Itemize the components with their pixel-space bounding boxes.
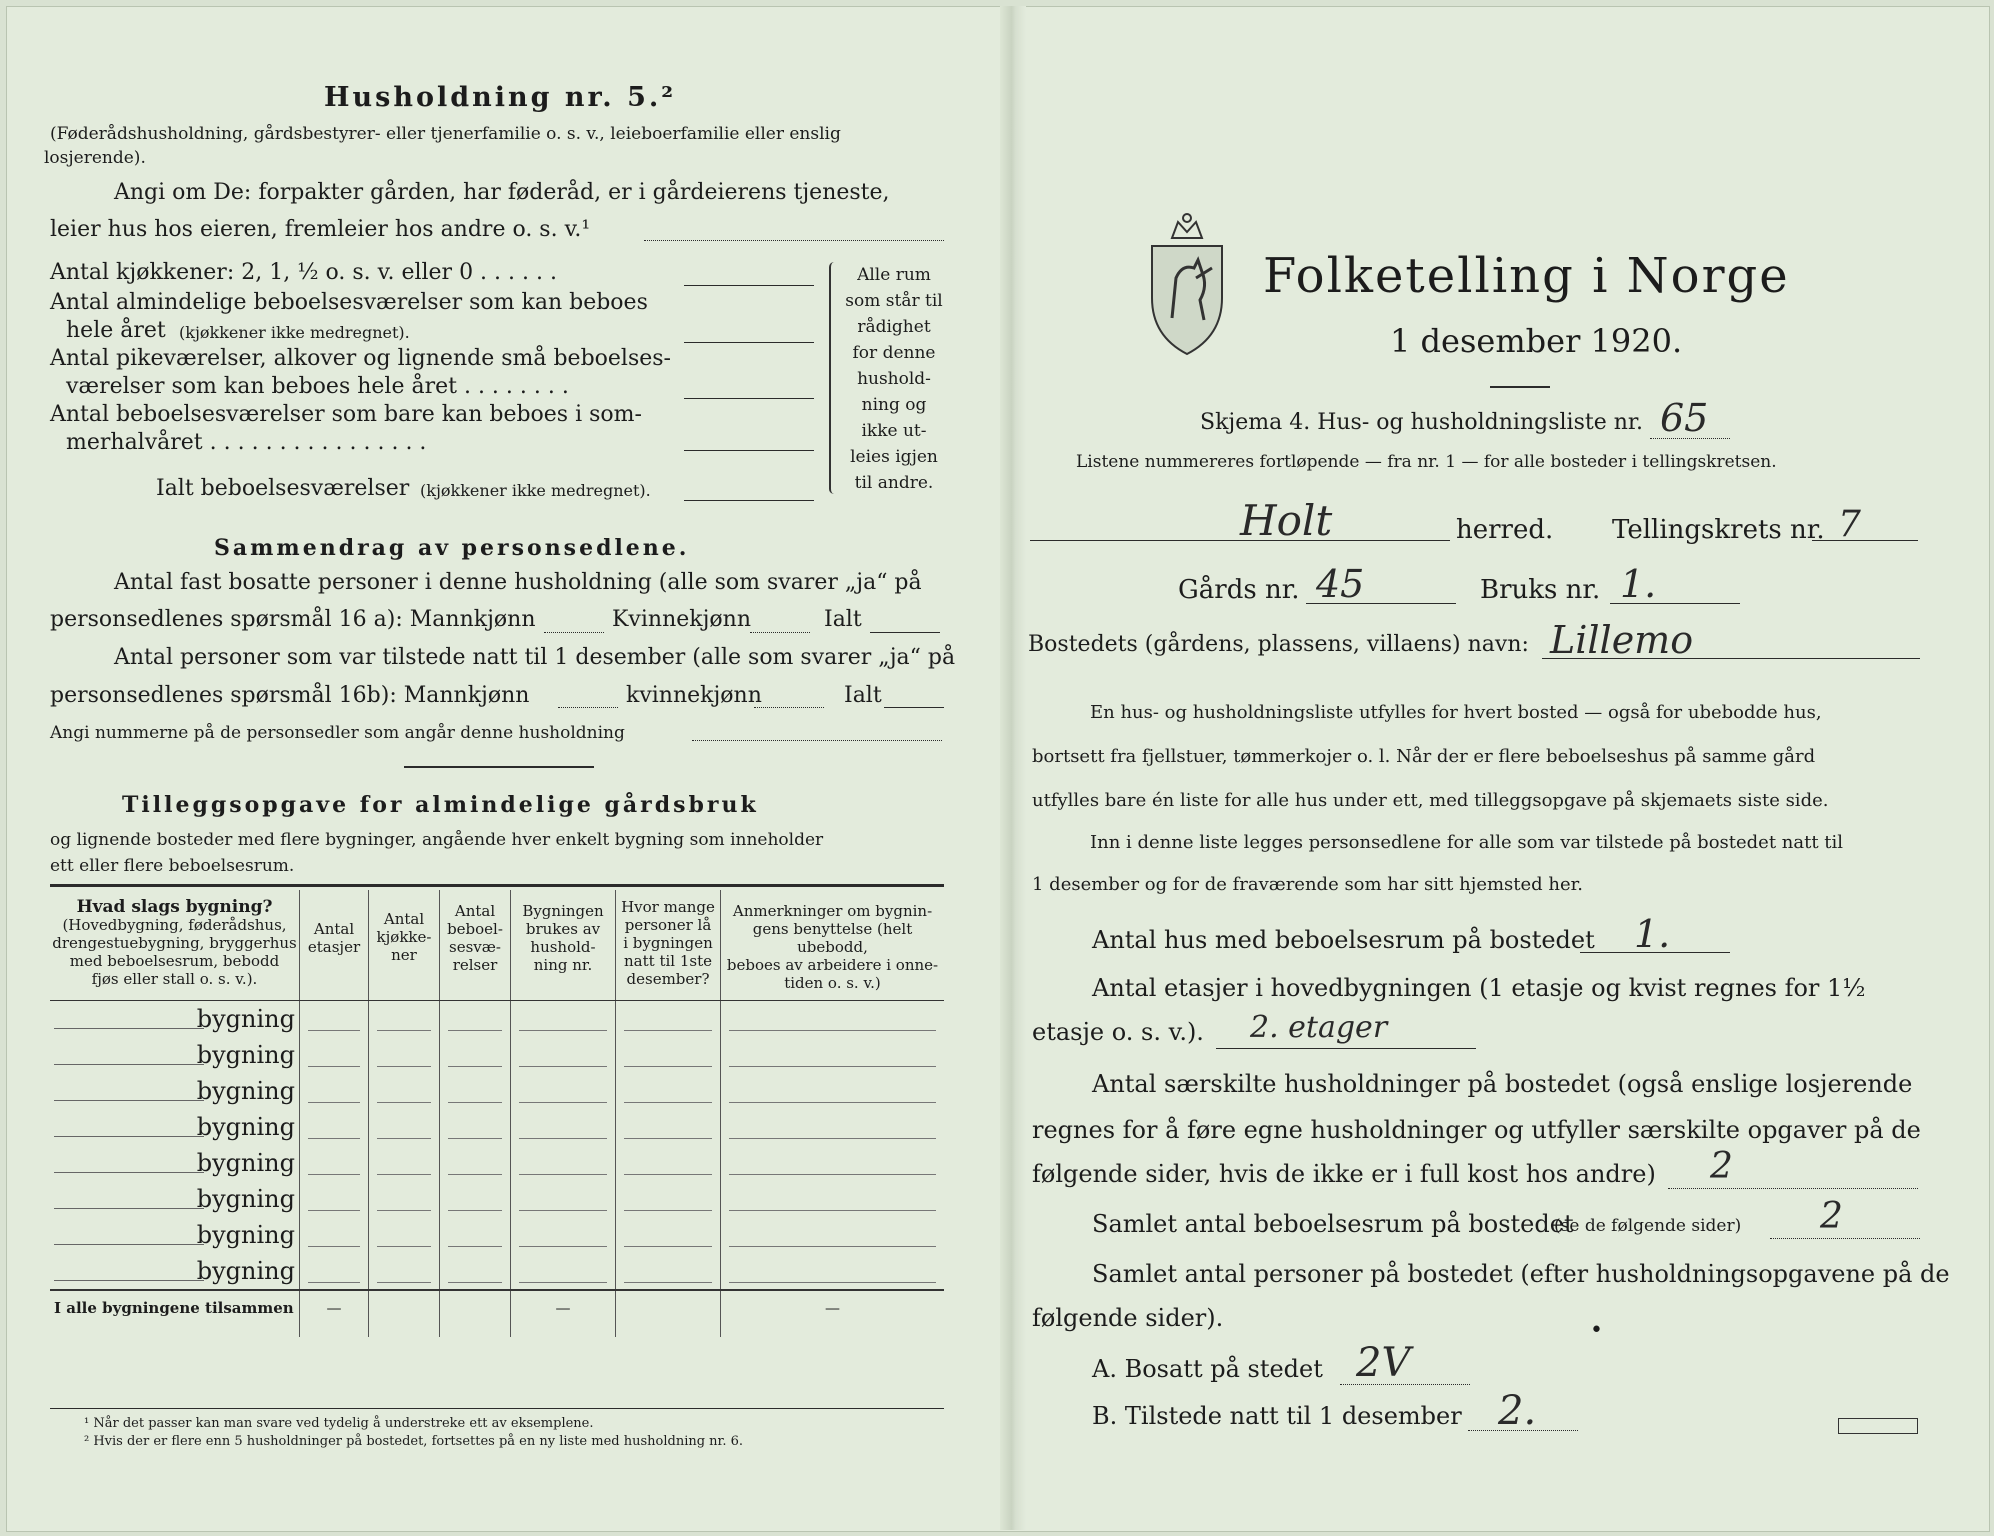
bosatt-value: 2V	[1356, 1340, 1411, 1386]
cell-fill-line	[308, 1066, 360, 1067]
building-data-cell[interactable]	[721, 1073, 945, 1109]
cell-fill-line	[519, 1210, 607, 1211]
rum-note: (se de følgende sider)	[1554, 1216, 1742, 1236]
building-type-cell[interactable]	[50, 1109, 300, 1145]
cell-fill-line	[729, 1210, 936, 1211]
etasjer-line-2: etasje o. s. v.).	[1032, 1018, 1204, 1046]
header-line: relser	[452, 956, 498, 974]
total-cell	[369, 1290, 440, 1337]
cell-fill-line	[308, 1210, 360, 1211]
header-line: drengestuebygning, bryggerhus	[52, 934, 297, 952]
p1-kvinne-label: Kvinnekjønn	[612, 607, 751, 632]
building-data-cell[interactable]	[369, 1037, 440, 1073]
side-note-line: rådighet	[857, 317, 931, 337]
etasjer-fill	[1216, 1048, 1476, 1049]
sommer-label-2: merhalvåret . . . . . . . . . . . . . . . .	[66, 430, 427, 455]
building-data-cell[interactable]	[369, 1073, 440, 1109]
building-row	[50, 1145, 944, 1181]
side-note-line: hushold-	[857, 369, 931, 389]
cell-fill-line	[519, 1102, 607, 1103]
ialt-note: (kjøkkener ikke medregnet).	[420, 481, 651, 500]
sammendrag-p1b: personsedlenes spørsmål 16 a): Mannkjønn	[50, 607, 536, 632]
cell-fill-line	[448, 1138, 502, 1139]
col-header-personer	[616, 890, 721, 1001]
building-row	[50, 1181, 944, 1217]
header-line: personer lå	[624, 916, 712, 934]
col-header-kjokkener	[369, 890, 440, 1001]
header-line: Antal	[313, 920, 355, 938]
building-data-cell[interactable]	[511, 1037, 616, 1073]
building-data-cell[interactable]	[300, 1217, 369, 1253]
rooms-side-note	[844, 262, 944, 496]
cell-fill-line	[519, 1066, 607, 1067]
header-line: fjøs eller stall o. s. v.).	[91, 970, 258, 988]
skjema-value: 65	[1660, 396, 1709, 440]
building-data-cell[interactable]	[721, 1109, 945, 1145]
tilstede-value: 2.	[1498, 1388, 1537, 1434]
cell-fill-line	[448, 1246, 502, 1247]
building-table	[50, 890, 944, 1337]
cell-fill-line	[377, 1282, 431, 1283]
building-data-cell[interactable]	[369, 1181, 440, 1217]
p1-ialt-label: Ialt	[824, 607, 862, 632]
total-husholdning: —	[511, 1290, 616, 1337]
header-line: Bygningen	[522, 902, 604, 920]
side-note-line: leies igjen	[850, 447, 938, 467]
etasjer-value: 2. etager	[1250, 1010, 1388, 1045]
building-data-cell[interactable]	[616, 1145, 721, 1181]
cell-fill-line	[519, 1030, 607, 1031]
cell-fill-line	[729, 1102, 936, 1103]
footnote-2: ² Hvis der er flere enn 5 husholdninger på bostedet, fortsettes på en ny liste med husholdning nr. 6.	[84, 1434, 744, 1449]
gards-value: 45	[1316, 562, 1365, 606]
rum-fill	[1770, 1238, 1920, 1239]
cell-fill-line	[519, 1246, 607, 1247]
header-line: Hvad slags bygning?	[76, 897, 273, 917]
cell-fill-line	[377, 1174, 431, 1175]
table-total-row	[50, 1290, 944, 1337]
cell-fill-line	[519, 1282, 607, 1283]
building-data-cell[interactable]	[440, 1253, 511, 1290]
sammendrag-p2a: Antal personer som var tilstede natt til 1 desember (alle som svarer „ja“ på	[114, 645, 956, 670]
cell-fill-line	[448, 1030, 502, 1031]
cell-fill-line	[377, 1030, 431, 1031]
krets-value: 7	[1838, 504, 1861, 545]
table-bottom-rule	[50, 1408, 944, 1409]
building-row	[50, 1109, 944, 1145]
printer-stamp-icon	[1838, 1418, 1918, 1434]
building-row-label: bygning	[196, 1005, 295, 1033]
building-data-cell[interactable]	[511, 1001, 616, 1038]
pers-line-2: følgende sider).	[1032, 1304, 1224, 1332]
ialt-fill	[684, 500, 814, 501]
ialt-label: Ialt beboelsesværelser	[156, 476, 410, 501]
alm-label-2: hele året	[66, 318, 166, 343]
cell-fill-line	[624, 1066, 712, 1067]
bruks-fill	[1610, 603, 1740, 604]
hush-line-3: følgende sider, hvis de ikke er i full kost hos andre)	[1032, 1160, 1656, 1188]
cell-fill-line	[377, 1102, 431, 1103]
herred-value: Holt	[1240, 496, 1333, 545]
building-type-fill	[54, 1064, 204, 1065]
building-data-cell[interactable]	[616, 1001, 721, 1038]
hush-line-2: regnes for å føre egne husholdninger og utfyller særskilte opgaver på de	[1032, 1116, 1921, 1144]
building-data-cell[interactable]	[616, 1217, 721, 1253]
cell-fill-line	[448, 1066, 502, 1067]
bruks-value: 1.	[1620, 562, 1657, 606]
hush-line-1: Antal særskilte husholdninger på bostedet (også enslige losjerende	[1092, 1070, 1913, 1098]
col-header-husholdning	[511, 890, 616, 1001]
building-data-cell[interactable]	[440, 1145, 511, 1181]
building-type-cell[interactable]	[50, 1181, 300, 1217]
building-data-cell[interactable]	[511, 1145, 616, 1181]
p1-mann-fill	[544, 632, 604, 633]
hush-value: 2	[1710, 1146, 1733, 1187]
side-note-line: for denne	[852, 343, 936, 363]
total-cell	[616, 1290, 721, 1337]
total-cell	[440, 1290, 511, 1337]
building-row-label: bygning	[196, 1185, 295, 1213]
kjokkener-fill	[684, 285, 814, 286]
angi-nummer-fill	[692, 740, 942, 741]
household-title: Husholdning nr. 5.²	[324, 82, 677, 113]
cell-fill-line	[448, 1282, 502, 1283]
kjokkener-label: Antal kjøkkener: 2, 1, ½ o. s. v. eller 0 . . . . . .	[50, 260, 557, 285]
header-line: sesvæ-	[449, 938, 501, 956]
building-data-cell[interactable]	[300, 1145, 369, 1181]
col-header-anmerkninger	[721, 890, 945, 1001]
cell-fill-line	[448, 1174, 502, 1175]
gards-label: Gårds nr.	[1178, 575, 1300, 605]
header-line: desember?	[626, 970, 710, 988]
building-data-cell[interactable]	[616, 1109, 721, 1145]
building-type-cell[interactable]	[50, 1145, 300, 1181]
building-data-cell[interactable]	[616, 1037, 721, 1073]
table-header-row	[50, 890, 944, 1001]
sommer-fill	[684, 450, 814, 451]
sammendrag-p2b: personsedlenes spørsmål 16b): Mannkjønn	[50, 683, 530, 708]
header-line: beboes av arbeidere i onne-	[726, 956, 939, 974]
cell-fill-line	[624, 1030, 712, 1031]
skjema-fill	[1650, 438, 1730, 439]
cell-fill-line	[377, 1066, 431, 1067]
header-line: hushold-	[530, 938, 596, 956]
header-line: med beboelsesrum, bebodd	[69, 952, 280, 970]
rum-value: 2	[1820, 1196, 1843, 1237]
building-data-cell[interactable]	[616, 1253, 721, 1290]
building-type-cell[interactable]	[50, 1073, 300, 1109]
instr-line-5: 1 desember og for de fraværende som har sitt hjemsted her.	[1032, 874, 1583, 895]
building-type-fill	[54, 1172, 204, 1173]
header-line: kjøkke-	[376, 928, 432, 946]
building-data-cell[interactable]	[721, 1253, 945, 1290]
building-data-cell[interactable]	[369, 1001, 440, 1038]
building-row	[50, 1217, 944, 1253]
pike-label-2: værelser som kan beboes hele året . . . . . . . .	[66, 374, 569, 399]
instr-line-1: En hus- og husholdningsliste utfylles for hvert bosted — også for ubebodde hus,	[1090, 702, 1822, 723]
col-header-type	[50, 890, 300, 1001]
angi-fill-line	[644, 240, 944, 241]
cell-fill-line	[519, 1174, 607, 1175]
building-row-label: bygning	[196, 1113, 295, 1141]
tilstede-fill	[1468, 1430, 1578, 1431]
bosatt-fill	[1340, 1384, 1470, 1385]
hus-label: Antal hus med beboelsesrum på bostedet	[1092, 926, 1595, 954]
bosted-value: Lillemo	[1550, 618, 1694, 662]
building-row-label: bygning	[196, 1149, 295, 1177]
instr-line-2: bortsett fra fjellstuer, tømmerkojer o. l. Når der er flere beboelseshus på samme gård	[1032, 746, 1816, 767]
building-data-cell[interactable]	[721, 1181, 945, 1217]
building-data-cell[interactable]	[511, 1253, 616, 1290]
krets-fill	[1812, 540, 1918, 541]
sammendrag-p1a: Antal fast bosatte personer i denne husholdning (alle som svarer „ja“ på	[114, 570, 922, 595]
building-data-cell[interactable]	[616, 1181, 721, 1217]
header-line: gens benyttelse (helt ubebodd,	[752, 920, 913, 956]
side-note-line: ikke ut-	[861, 421, 927, 441]
bosatt-label: A. Bosatt på stedet	[1092, 1355, 1323, 1383]
building-data-cell[interactable]	[300, 1253, 369, 1290]
skjema-label: Skjema 4. Hus- og husholdningsliste nr.	[1200, 410, 1643, 435]
header-line: brukes av	[525, 920, 601, 938]
etasjer-line-1: Antal etasjer i hovedbygningen (1 etasje og kvist regnes for 1½	[1092, 974, 1866, 1002]
side-note-line: som står til	[845, 291, 943, 311]
pers-line-1: Samlet antal personer på bostedet (efter husholdningsopgavene på de	[1092, 1260, 1950, 1288]
building-data-cell[interactable]	[721, 1001, 945, 1038]
p2-kvinne-fill	[754, 707, 824, 708]
header-line: etasjer	[307, 938, 361, 956]
page-fold	[1000, 6, 1026, 1530]
alm-fill	[684, 342, 814, 343]
building-data-cell[interactable]	[721, 1145, 945, 1181]
p2-kvinne-label: kvinnekjønn	[626, 683, 762, 708]
header-line: i bygningen	[623, 934, 713, 952]
total-etasjer: —	[300, 1290, 369, 1337]
instr-line-3: utfylles bare én liste for alle hus under ett, med tilleggsopgave på skjemaets siste side.	[1032, 790, 1829, 811]
footnote-1: ¹ Når det passer kan man svare ved tydelig å understreke ett av eksemplene.	[84, 1416, 594, 1431]
building-type-cell[interactable]	[50, 1037, 300, 1073]
header-line: Antal	[383, 910, 425, 928]
building-row	[50, 1253, 944, 1290]
cell-fill-line	[624, 1174, 712, 1175]
cell-fill-line	[624, 1282, 712, 1283]
building-data-cell[interactable]	[440, 1217, 511, 1253]
household-subtitle: (Føderådshusholdning, gårdsbestyrer- eller tjenerfamilie o. s. v., leieboerfamilie eller enslig losjerende).	[44, 124, 841, 168]
census-title: Folketelling i Norge	[1263, 248, 1790, 304]
building-data-cell[interactable]	[369, 1109, 440, 1145]
header-line: beboel-	[447, 920, 503, 938]
building-row-label: bygning	[196, 1041, 295, 1069]
building-rows	[50, 1001, 944, 1291]
title-divider	[1490, 386, 1550, 388]
building-data-cell[interactable]	[300, 1037, 369, 1073]
building-type-fill	[54, 1100, 204, 1101]
sammendrag-angi: Angi nummerne på de personsedler som angår denne husholdning	[50, 723, 625, 743]
cell-fill-line	[308, 1030, 360, 1031]
cell-fill-line	[308, 1138, 360, 1139]
header-line: Hvor mange	[621, 898, 715, 916]
alm-note: (kjøkkener ikke medregnet).	[179, 323, 410, 342]
ink-dot: •	[1590, 1318, 1603, 1343]
building-data-cell[interactable]	[440, 1001, 511, 1038]
cell-fill-line	[519, 1138, 607, 1139]
cell-fill-line	[729, 1174, 936, 1175]
tillegg-sub-1: og lignende bosteder med flere bygninger, angående hver enkelt bygning som inneholder	[50, 830, 824, 850]
total-anmerkning: —	[721, 1290, 945, 1337]
building-data-cell[interactable]	[369, 1145, 440, 1181]
cell-fill-line	[624, 1102, 712, 1103]
angi-line-1: Angi om De: forpakter gården, har føderåd, er i gårdeierens tjeneste,	[114, 180, 890, 205]
building-data-cell[interactable]	[440, 1037, 511, 1073]
building-data-cell[interactable]	[616, 1073, 721, 1109]
building-type-cell[interactable]	[50, 1217, 300, 1253]
krets-label: Tellingskrets nr.	[1612, 515, 1825, 545]
building-row-label: bygning	[196, 1221, 295, 1249]
header-line: (Hovedbygning, føderådshus,	[62, 916, 287, 934]
bosted-label: Bostedets (gårdens, plassens, villaens) navn:	[1028, 632, 1529, 657]
cell-fill-line	[308, 1174, 360, 1175]
cell-fill-line	[729, 1282, 936, 1283]
tillegg-sub-2: ett eller flere beboelsesrum.	[50, 856, 295, 876]
building-row	[50, 1001, 944, 1038]
p2-ialt-label: Ialt	[844, 683, 882, 708]
hus-fill	[1580, 952, 1730, 953]
building-data-cell[interactable]	[511, 1073, 616, 1109]
gards-fill	[1306, 603, 1456, 604]
sammendrag-heading: Sammendrag av personsedlene.	[214, 535, 690, 561]
p2-mann-fill	[558, 707, 618, 708]
building-row-label: bygning	[196, 1077, 295, 1105]
building-data-cell[interactable]	[369, 1217, 440, 1253]
coat-of-arms-icon	[1142, 208, 1232, 358]
building-data-cell[interactable]	[440, 1073, 511, 1109]
cell-fill-line	[308, 1246, 360, 1247]
cell-fill-line	[377, 1246, 431, 1247]
total-label: I alle bygningene tilsammen	[50, 1290, 300, 1337]
building-data-cell[interactable]	[721, 1217, 945, 1253]
cell-fill-line	[729, 1030, 936, 1031]
building-data-cell[interactable]	[440, 1109, 511, 1145]
building-type-fill	[54, 1208, 204, 1209]
building-data-cell[interactable]	[300, 1109, 369, 1145]
building-type-fill	[54, 1244, 204, 1245]
cell-fill-line	[308, 1102, 360, 1103]
sommer-label-1: Antal beboelsesværelser som bare kan beboes i som-	[50, 402, 642, 427]
building-data-cell[interactable]	[721, 1037, 945, 1073]
cell-fill-line	[729, 1138, 936, 1139]
header-line: ning nr.	[533, 956, 593, 974]
p2-ialt-fill	[884, 707, 944, 708]
hush-fill	[1668, 1188, 1918, 1189]
building-data-cell[interactable]	[300, 1073, 369, 1109]
listene-note: Listene nummereres fortløpende — fra nr. 1 — for alle bosteder i tellingskretsen.	[1076, 452, 1777, 472]
hus-value: 1.	[1634, 912, 1671, 956]
cell-fill-line	[377, 1138, 431, 1139]
header-line: tiden o. s. v.)	[784, 974, 881, 992]
angi-line-2: leier hus hos eieren, fremleier hos andre o. s. v.¹	[50, 217, 591, 242]
building-type-fill	[54, 1136, 204, 1137]
building-type-fill	[54, 1028, 204, 1029]
cell-fill-line	[729, 1066, 936, 1067]
bruks-label: Bruks nr.	[1480, 575, 1601, 605]
cell-fill-line	[308, 1282, 360, 1283]
building-data-cell[interactable]	[511, 1217, 616, 1253]
table-top-rule	[50, 884, 944, 887]
census-date: 1 desember 1920.	[1390, 322, 1683, 360]
instr-line-4: Inn i denne liste legges personsedlene for alle som var tilstede på bostedet natt til	[1090, 832, 1844, 853]
building-row	[50, 1037, 944, 1073]
section-divider	[404, 766, 594, 768]
col-header-beboelsesvaerelser	[440, 890, 511, 1001]
header-line: Antal	[454, 902, 496, 920]
building-type-fill	[54, 1280, 204, 1281]
building-data-cell[interactable]	[440, 1181, 511, 1217]
building-type-cell[interactable]	[50, 1253, 300, 1290]
building-data-cell[interactable]	[369, 1253, 440, 1290]
cell-fill-line	[624, 1138, 712, 1139]
rooms-brace	[829, 262, 839, 494]
cell-fill-line	[377, 1210, 431, 1211]
pike-label-1: Antal pikeværelser, alkover og lignende små beboelses-	[50, 346, 671, 371]
cell-fill-line	[448, 1210, 502, 1211]
cell-fill-line	[729, 1246, 936, 1247]
cell-fill-line	[624, 1246, 712, 1247]
building-data-cell[interactable]	[300, 1181, 369, 1217]
building-data-cell[interactable]	[511, 1109, 616, 1145]
tilstede-label: B. Tilstede natt til 1 desember	[1092, 1402, 1462, 1430]
header-line: ner	[391, 946, 417, 964]
cell-fill-line	[624, 1210, 712, 1211]
building-data-cell[interactable]	[300, 1001, 369, 1038]
side-note-line: ning og	[861, 395, 927, 415]
rum-label: Samlet antal beboelsesrum på bostedet	[1092, 1210, 1574, 1238]
header-line: natt til 1ste	[624, 952, 712, 970]
building-data-cell[interactable]	[511, 1181, 616, 1217]
header-line: Anmerkninger om bygnin-	[732, 902, 933, 920]
alm-label-1: Antal almindelige beboelsesværelser som kan beboes	[50, 290, 648, 315]
herred-label: herred.	[1456, 515, 1554, 545]
p1-kvinne-fill	[750, 632, 810, 633]
building-row	[50, 1073, 944, 1109]
pike-fill	[684, 398, 814, 399]
herred-fill	[1030, 540, 1450, 541]
tillegg-heading: Tilleggsopgave for almindelige gårdsbruk	[122, 792, 759, 818]
building-row-label: bygning	[196, 1257, 295, 1285]
bosted-fill	[1542, 658, 1920, 659]
side-note-line: Alle rum	[857, 265, 931, 285]
side-note-line: til andre.	[854, 473, 934, 493]
p1-ialt-fill	[870, 632, 940, 633]
cell-fill-line	[448, 1102, 502, 1103]
col-header-etasjer	[300, 890, 369, 1001]
building-type-cell[interactable]	[50, 1001, 300, 1038]
